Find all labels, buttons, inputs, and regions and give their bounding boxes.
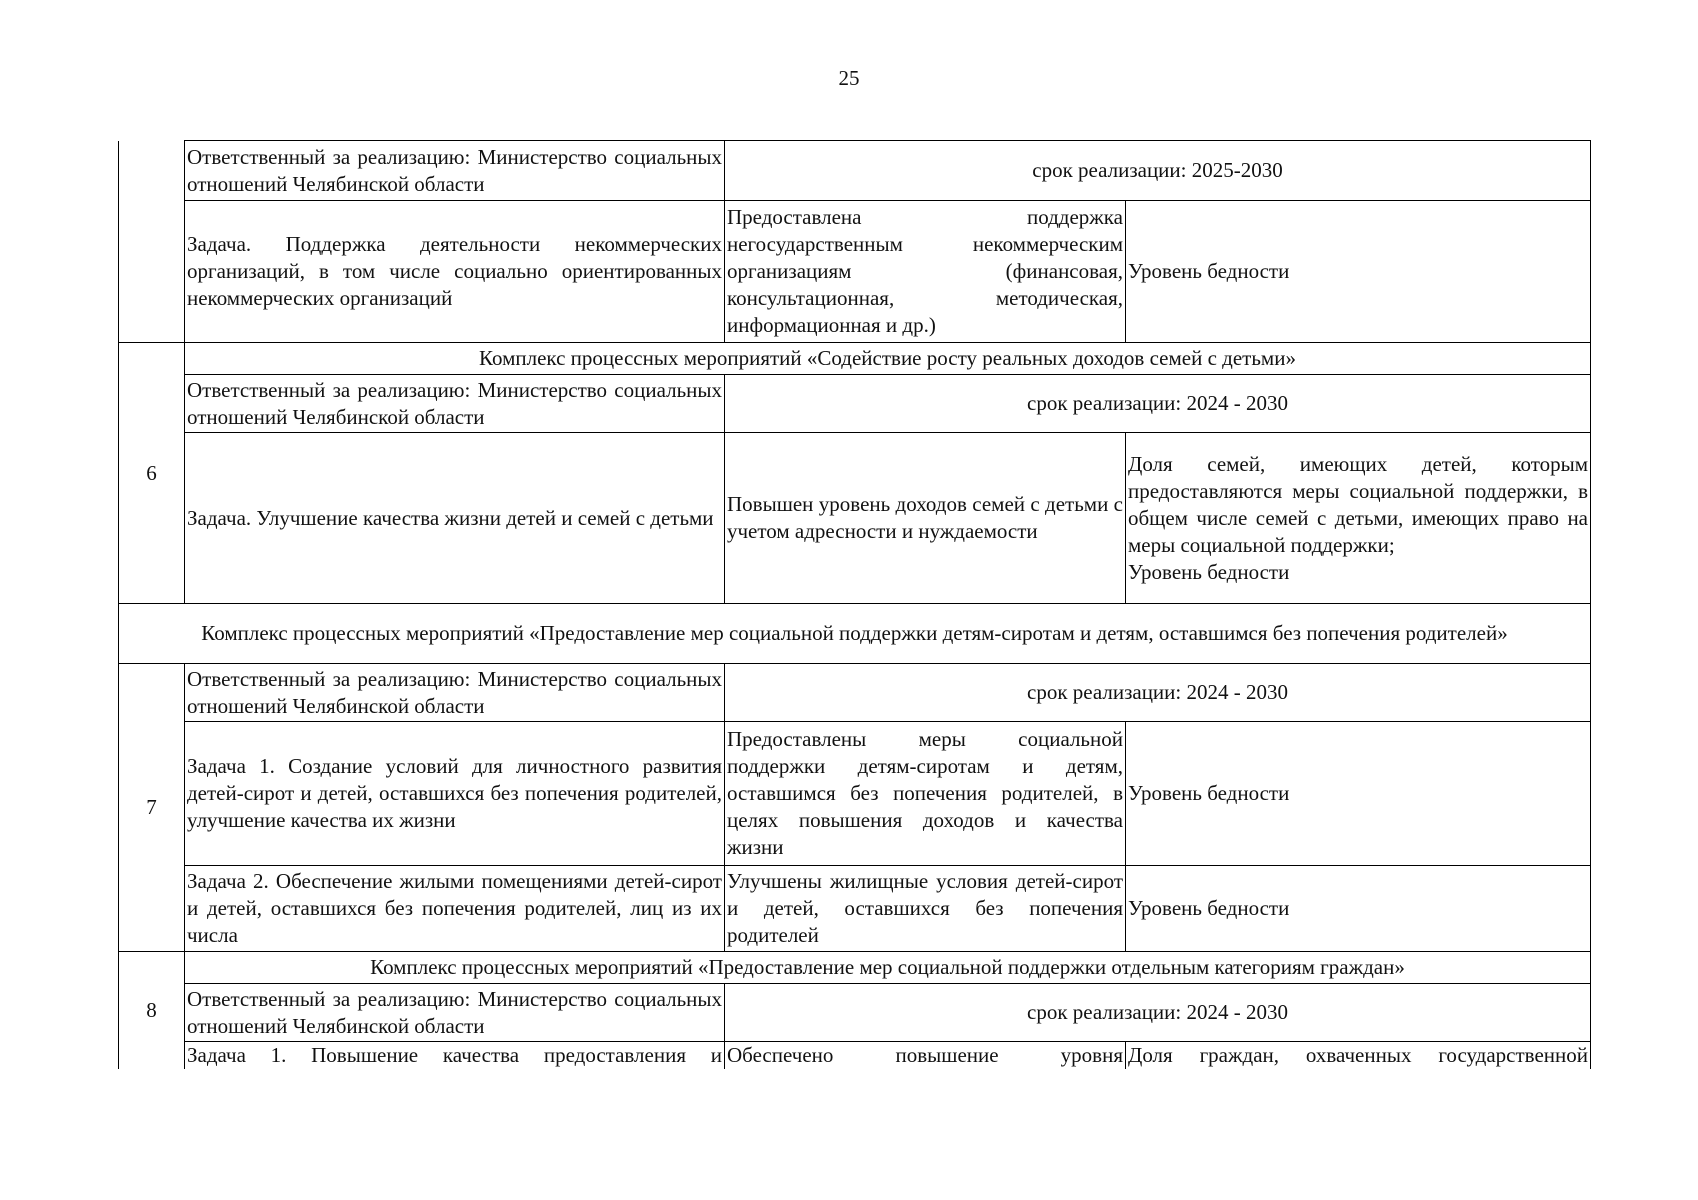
block-8-responsible: Ответственный за реализацию: Министерство социальных отношений Челябинской области (185, 984, 725, 1042)
block-6-complex-row (119, 343, 1591, 375)
block-7-task-2-row (119, 866, 1591, 952)
block-8-term: срок реализации: 2024 - 2030 (725, 984, 1591, 1042)
block-8-complex-title: Комплекс процессных мероприятий «Предоставление мер социальной поддержки отдельным категориям граждан» (185, 952, 1591, 984)
block-8-task-1: Задача 1. Повышение качества предоставления и (185, 1042, 725, 1070)
block-8-responsible-row (119, 984, 1591, 1042)
block-6-indicator-share: Доля семей, имеющих детей, которым предоставляются меры социальной поддержки, в общем числе семей с детьми, имеющих право на меры социальной поддержки; (1128, 451, 1588, 557)
block-7-result-1: Предоставлены меры социальной поддержки детям-сиротам и детям, оставшимся без попечения родителей, в целях повышения доходов и качества жизни (725, 722, 1126, 866)
block-7-indicator-1: Уровень бедности (1126, 722, 1591, 866)
block-5-responsible: Ответственный за реализацию: Министерство социальных отношений Челябинской области (185, 141, 725, 201)
block-5-term: срок реализации: 2025-2030 (725, 141, 1591, 201)
block-5-task: Задача. Поддержка деятельности некоммерческих организаций, в том числе социально ориентированных некоммерческих организаций (185, 201, 725, 343)
block-6-indicator-poverty: Уровень бедности (1128, 559, 1290, 584)
block-6-number: 6 (119, 343, 185, 604)
block-5-responsible-row (119, 141, 1591, 201)
block-6-indicator-cell (1126, 433, 1591, 604)
page-number: 25 (838, 66, 860, 90)
block-7-result-2: Улучшены жилищные условия детей-сирот и детей, оставшихся без попечения родителей (725, 866, 1126, 952)
block-7-responsible: Ответственный за реализацию: Министерство социальных отношений Челябинской области (185, 664, 725, 722)
block-6-term: срок реализации: 2024 - 2030 (725, 375, 1591, 433)
block-5-number-cell (119, 141, 185, 343)
block-6-task-row (119, 433, 1591, 604)
block-7-task-1: Задача 1. Создание условий для личностного развития детей-сирот и детей, оставшихся без попечения родителей, улучшение качества их жизни (185, 722, 725, 866)
block-8-indicator-1: Доля граждан, охваченных государственной (1126, 1042, 1591, 1070)
block-6-task: Задача. Улучшение качества жизни детей и семей с детьми (185, 433, 725, 604)
block-7-responsible-row (119, 664, 1591, 722)
block-8-task-1-row (119, 1042, 1591, 1070)
block-5-result: Предоставлена поддержка негосударственным некоммерческим организациям (финансовая, консультационная, методическая, информационная и др.) (725, 201, 1126, 343)
block-6-responsible: Ответственный за реализацию: Министерство социальных отношений Челябинской области (185, 375, 725, 433)
block-7-number: 7 (119, 664, 185, 952)
block-6-complex-title: Комплекс процессных мероприятий «Содействие росту реальных доходов семей с детьми» (185, 343, 1591, 375)
block-7-complex-title: Комплекс процессных мероприятий «Предоставление мер социальной поддержки детям-сиротам и детям, оставшимся без попечения родителей» (119, 604, 1591, 664)
block-5-task-row (119, 201, 1591, 343)
block-7-task-1-row (119, 722, 1591, 866)
block-6-responsible-row (119, 375, 1591, 433)
block-8-number: 8 (119, 952, 185, 1070)
block-7-task-2: Задача 2. Обеспечение жилыми помещениями детей-сирот и детей, оставшихся без попечения родителей, лиц из их числа (185, 866, 725, 952)
program-table (118, 140, 1591, 1069)
block-6-result: Повышен уровень доходов семей с детьми с учетом адресности и нуждаемости (725, 433, 1126, 604)
block-8-result-1: Обеспечено повышение уровня (725, 1042, 1126, 1070)
block-8-complex-row (119, 952, 1591, 984)
block-7-complex-row (119, 604, 1591, 664)
block-7-indicator-2: Уровень бедности (1126, 866, 1591, 952)
block-5-indicator: Уровень бедности (1126, 201, 1591, 343)
block-7-term: срок реализации: 2024 - 2030 (725, 664, 1591, 722)
